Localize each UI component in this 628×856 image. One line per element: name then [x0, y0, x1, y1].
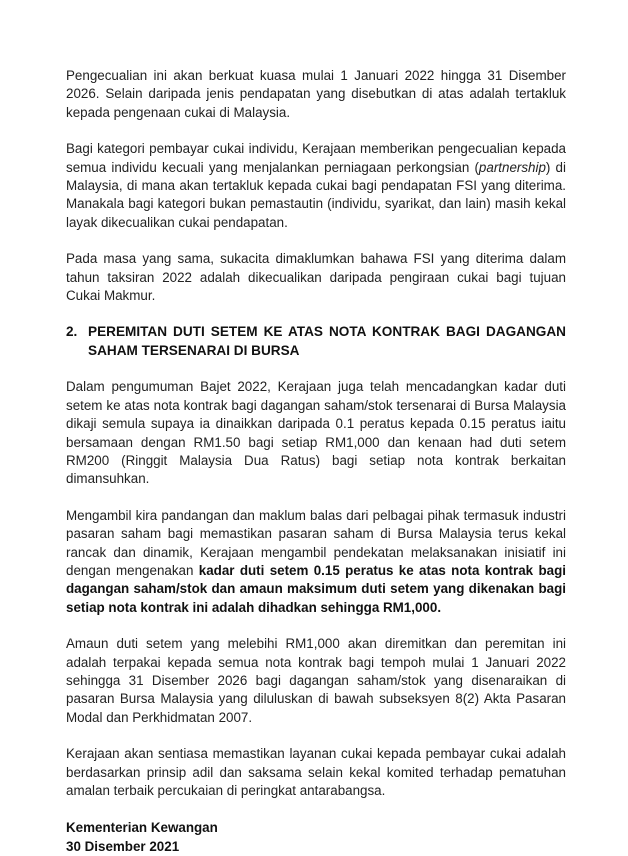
- paragraph-remission-scope: [66, 635, 566, 727]
- paragraph-text: Dalam pengumuman Bajet 2022, Kerajaan juga telah mencadangkan kadar duti setem ke atas nota kontrak bagi dagangan saham/stok tersenarai di Bursa Malaysia dikaji semula supaya ia dinaikkan daripada 0.1 peratus kepada 0.15 peratus iaitu bersamaan dengan RM1.50 bagi setiap RM1,000 dan kenaan had duti setem RM200 (Ringgit Malaysia Dua Ratus) bagi setiap nota kontrak berkaitan dimansuhkan.: [66, 379, 566, 487]
- paragraph-government-commitment: [66, 745, 566, 800]
- paragraph-stamp-duty-rate: [66, 507, 566, 617]
- section-number: 2.: [66, 324, 78, 340]
- paragraph-text: Kerajaan akan sentiasa memastikan layanan cukai kepada pembayar cukai adalah berdasarkan prinsip adil dan saksama selain kekal komited terhadap pematuhan amalan terbaik percukaian di peringkat antarabangsa.: [66, 746, 566, 798]
- paragraph-budget-announcement: [66, 378, 566, 488]
- bold-highlight: kadar duti setem 0.15 peratus ke atas nota kontrak bagi dagangan saham/stok dan amaun maksimum duti setem yang dikenakan bagi setiap nota kontrak ini adalah dihadkan sehingga RM1,000.: [66, 562, 566, 615]
- paragraph-text: Pada masa yang sama, sukacita dimaklumkan bahawa FSI yang diterima dalam tahun taksiran 2022 adalah dikecualikan daripada pengiraan cukai bagi tujuan Cukai Makmur.: [66, 251, 566, 304]
- paragraph-text: Mengambil kira pandangan dan maklum balas dari pelbagai pihak termasuk industri pasaran saham bagi memastikan pasaran saham di Bursa Malaysia terus kekal rancak dan dinamik, Kerajaan mengambil pendekatan melaksanakan inisiatif ini dengan mengenakan: [66, 507, 566, 578]
- section-title: PEREMITAN DUTI SETEM KE ATAS NOTA KONTRAK BAGI DAGANGAN SAHAM TERSENARAI DI BURSA: [88, 324, 566, 358]
- section-heading: [66, 323, 566, 360]
- paragraph-text: Bagi kategori pembayar cukai individu, Kerajaan memberikan pengecualian kepada semua individu kecuali yang menjalankan perniagaan perkongsian (: [66, 141, 566, 175]
- paragraph-cukai-makmur: [66, 250, 566, 305]
- italic-term: partnership: [478, 159, 546, 175]
- paragraph-text: Pengecualian ini akan berkuat kuasa mulai 1 Januari 2022 hingga 31 Disember 2026. Selain daripada jenis pendapatan yang disebutkan di atas adalah tertakluk kepada pengenaan cukai di Malaysia.: [66, 68, 566, 120]
- signature-date: 30 Disember 2021: [66, 839, 180, 855]
- signature-organization: Kementerian Kewangan: [66, 820, 218, 836]
- paragraph-text: ) di Malaysia, di mana akan tertakluk kepada cukai bagi pendapatan FSI yang diterima. Manakala bagi kategori bukan pemastautin (individu, syarikat, dan lain) masih kekal layak dikecualikan cukai pendapatan.: [66, 159, 566, 230]
- paragraph-exemption-period: [66, 67, 566, 122]
- paragraph-individual-taxpayers: [66, 140, 566, 232]
- document-page: [66, 67, 566, 856]
- paragraph-text: Amaun duti setem yang melebihi RM1,000 akan diremitkan dan peremitan ini adalah terpakai kepada semua nota kontrak bagi tempoh mulai 1 Januari 2022 sehingga 31 Disember 2026 bagi dagangan saham/stok yang disenaraikan di pasaran Bursa Malaysia yang diluluskan di bawah subseksyen 8(2) Akta Pasaran Modal dan Perkhidmatan 2007.: [66, 636, 566, 725]
